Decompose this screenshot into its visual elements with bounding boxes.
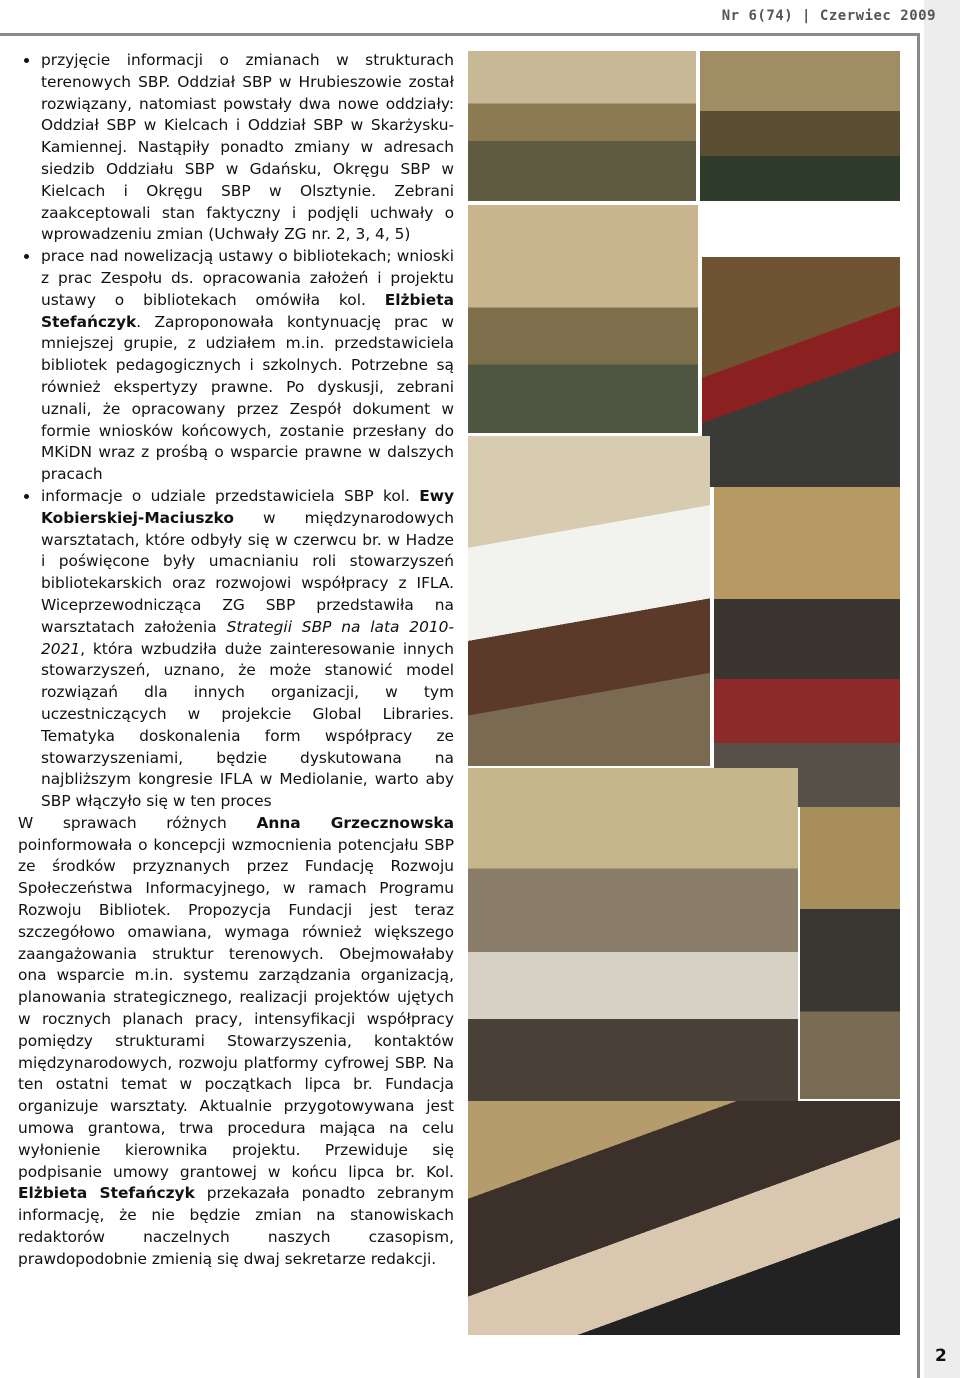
- issue-header: Nr 6(74) | Czerwiec 2009: [721, 8, 936, 24]
- bullet-item: [40, 486, 454, 813]
- photo-collage: [468, 51, 900, 1335]
- bullet-text: , która wzbudziła duże zainteresowanie innych stowarzyszeń, uznano, że może stanowić model rozwiązań dla innych organizacji, w tym uczestniczących w projekcie Global Libraries. Tematyka doskonalenia form współpracy ze stowarzyszeniami, będzie dyskutowana na najbliższym kongresie IFLA w Mediolanie, warto aby SBP włączyło się w ten proces: [41, 639, 454, 811]
- award-ceremony-photo: [714, 487, 900, 807]
- bullet-text: informacje o udziale przedstawiciela SBP kol.: [41, 486, 420, 505]
- person-name: Anna Grzecznowska: [256, 813, 454, 832]
- person-name: Ewy Kobierskiej-Maciuszko: [41, 486, 454, 527]
- diploma-handover-photo: [468, 436, 710, 766]
- person-name: Elżbieta Stefańczyk: [18, 1184, 195, 1203]
- paragraph-text: przekazała ponadto zebranym informację, że nie będzie zmian na stanowiskach redaktorów naczelnych naszych czasopism, prawdopodobnie zmienią się dwaj sekretarze redakcji.: [18, 1184, 454, 1268]
- page-sidebar: [924, 0, 960, 1378]
- page-number: 2: [935, 1346, 947, 1366]
- meeting-room-photo: [468, 51, 696, 201]
- bullet-text: w międzynarodowych warsztatach, które odbyły się w czerwcu br. w Hadze i poświęcone były umacnianiu roli stowarzyszeń bibliotekarskich oraz rozwojowi współpracy z IFLA. Wiceprzewodnicząca ZG SBP przedstawiła na warsztatach założenia: [41, 508, 454, 636]
- strategy-title: Strategii SBP na lata 2010-2021: [41, 617, 454, 658]
- bullet-text: prace nad nowelizacją ustawy o bibliotekach; wnioski z prac Zespołu ds. opracowania założeń i projektu ustawy o bibliotekach omówiła kol.: [41, 247, 454, 309]
- flowers-congratulations-photo: [468, 1101, 900, 1335]
- person-name: Elżbieta Stefańczyk: [41, 290, 454, 331]
- group-standing-photo: [468, 768, 798, 1103]
- participants-photo: [800, 807, 900, 1099]
- meeting-table-photo: [700, 51, 900, 201]
- bullet-list: [18, 50, 454, 813]
- closing-paragraph: [18, 813, 454, 1271]
- bullet-text: przyjęcie informacji o zmianach w strukturach terenowych SBP. Oddział SBP w Hrubieszowie został rozwiązany, natomiast powstały dwa nowe oddziały: Oddział SBP w Kielcach i Oddział SBP w Skarżysku-Kamiennej. Nastąpiły ponadto zmiany w adresach siedzib Oddziału SBP w Gdańsku, Okręgu SBP w Kielcach i Okręgu SBP w Olsztynie. Zebrani zaakceptowali stan faktyczny i podjęli uchwały o wprowadzeniu zmian (Uchwały ZG nr. 2, 3, 4, 5): [41, 51, 454, 244]
- bullet-item: [40, 50, 454, 246]
- bullet-item: [40, 246, 454, 486]
- article-text: [18, 50, 454, 1271]
- paragraph-text: poinformowała o koncepcji wzmocnienia potencjału SBP ze środków przyznanych przez Fundację Rozwoju Społeczeństwa Informacyjnego, w ramach Programu Rozwoju Bibliotek. Propozycja Fundacji jest teraz szczegółowo omawiana, wymaga również większego zaangażowania struktur terenowych. Obejmowałaby ona wsparcie m.in. systemu zarządzania organizacją, planowania strategicznego, realizacji projektów ujętych w rocznych planach pracy, intensyfikacji współpracy pomiędzy strukturami Stowarzyszenia, kontaktów międzynarodowych, rozwoju platformy cyfrowej SBP. Na ten ostatni temat w początkach lipca br. Fundacja organizuje warsztaty. Aktualnie przygotowywana jest umowa grantowa, trwa procedura mająca na celu wyłonienie kierownika projektu. Przewiduje się podpisanie umowy grantowej w końcu lipca br. Kol.: [18, 835, 454, 1181]
- paragraph-text: W sprawach różnych: [18, 813, 257, 832]
- conference-hall-photo: [468, 205, 698, 433]
- award-pinning-photo: [702, 257, 900, 487]
- bullet-text: . Zaproponowała kontynuację prac w mniejszej grupie, z udziałem m.in. przedstawiciela bibliotek pedagogicznych i szkolnych. Potrzebne są również ekspertyzy prawne. Po dyskusji, zebrani uznali, że opracowany przez Zespół dokument w formie wniosków końcowych, zostanie przesłany do MKiDN wraz z prośbą o wsparcie prawne w dalszych pracach: [41, 312, 454, 484]
